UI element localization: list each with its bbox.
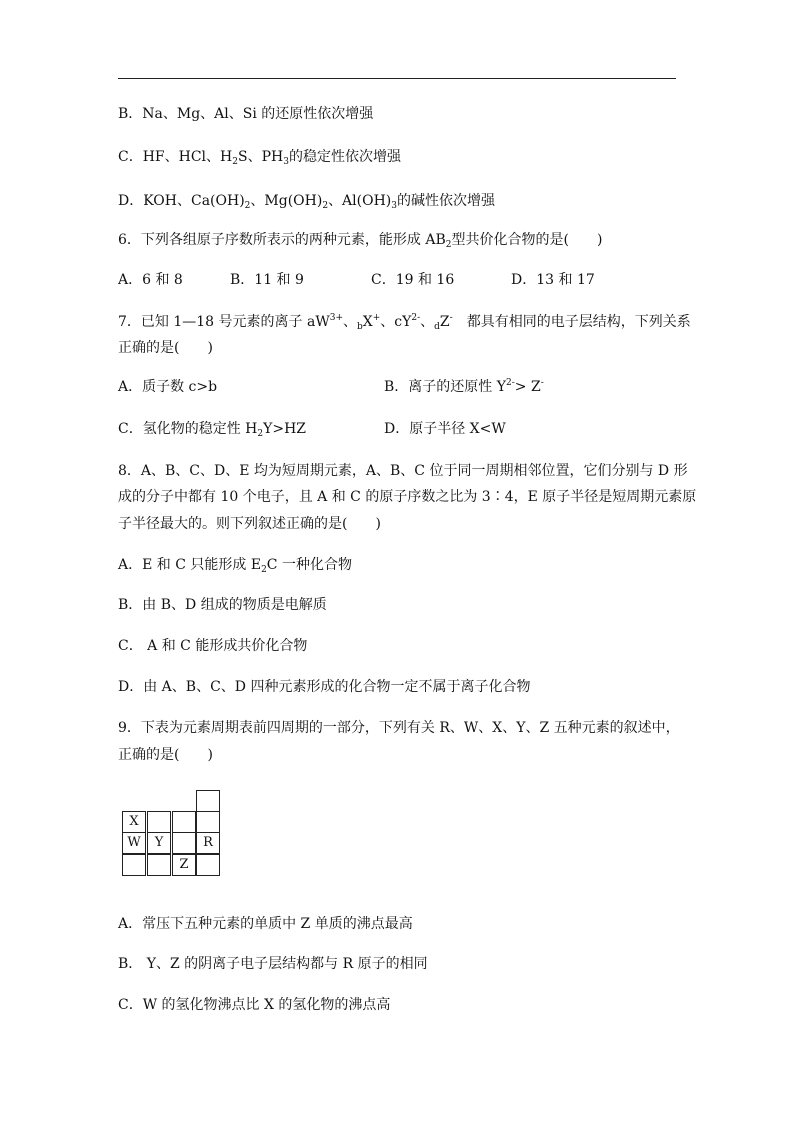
q7-stem-line2: 正确的是( )	[118, 340, 213, 356]
table-cell-empty	[122, 854, 146, 876]
q6-stem: 6．下列各组原子序数所表示的两种元素，能形成 $AB_2$型共价化合物的是( )	[118, 232, 603, 250]
q5-option-b: B．Na、Mg、Al、Si 的还原性依次增强	[118, 106, 374, 122]
q8-option-b: B．由 B、D 组成的物质是电解质	[118, 597, 327, 613]
table-cell-empty	[172, 811, 196, 833]
q8-option-a: A．E 和 C 只能形成 $E_2C$ 一种化合物	[118, 557, 352, 575]
q8-option-d: D．由 A、B、C、D 四种元素形成的化合物一定不属于离子化合物	[118, 679, 531, 695]
table-cell-x: X	[122, 811, 146, 833]
q6-option-b: B．11 和 9	[230, 272, 304, 288]
q8-stem-line3: 子半径最大的。则下列叙述正确的是( )	[118, 516, 381, 532]
table-cell-w: W	[122, 832, 146, 854]
q6-option-d: D．13 和 17	[511, 272, 595, 288]
table-cell-empty	[172, 832, 196, 854]
q6-option-c: C．19 和 16	[371, 272, 455, 288]
table-cell-empty	[147, 854, 171, 876]
table-cell-empty	[196, 811, 220, 833]
table-cell-r: R	[196, 832, 220, 854]
table-cell-empty	[196, 790, 220, 812]
q9-option-a: A．常压下五种元素的单质中 Z 单质的沸点最高	[118, 916, 413, 932]
q8-stem-line1: 8．A、B、C、D、E 均为短周期元素，A、B、C 位于同一周期相邻位置，它们分别与 D 形	[118, 463, 688, 479]
q9-stem-line1: 9．下表为元素周期表前四周期的一部分，下列有关 R、W、X、Y、Z 五种元素的叙述中，	[118, 720, 680, 736]
table-cell-z: Z	[172, 854, 196, 876]
q9-option-c: C．W 的氢化物沸点比 X 的氢化物的沸点高	[118, 997, 391, 1013]
header-rule	[118, 78, 676, 79]
q7-stem-line1: 7．已知 1—18 号元素的离子 $aW^{3+}$、$_b$X+、$cY^{2-}$、$_d$Z- 都具有相同的电子层结构，下列关系	[118, 313, 691, 332]
table-cell-empty	[147, 811, 171, 833]
table-cell-y: Y	[147, 832, 171, 854]
q5-option-d: D．KOH、$Ca(OH)_2$、$Mg(OH)_2$、$Al(OH)_3$的碱性依次增强	[118, 193, 495, 211]
table-cell-empty	[196, 854, 220, 876]
q7-option-d: D．原子半径 X<W	[384, 421, 506, 437]
q7-option-b: B．离子的还原性 $Y^{2-}> Z^-$	[384, 378, 544, 395]
q7-option-a: A．质子数 c>b	[118, 379, 218, 395]
q7-option-c: C．氢化物的稳定性 $H_2Y>HZ$	[118, 421, 307, 439]
q9-stem-line2: 正确的是( )	[118, 747, 213, 763]
q5-option-c: C．HF、HCl、$H_2S$、$PH_3$的稳定性依次增强	[118, 149, 401, 167]
q6-option-a: A．6 和 8	[118, 272, 183, 288]
q8-stem-line2: 成的分子中都有 10 个电子，且 A 和 C 的原子序数之比为 3∶4，E 原子半径是短周期元素原	[118, 489, 697, 505]
q9-option-b: B． Y、Z 的阴离子电子层结构都与 R 原子的相同	[118, 956, 428, 972]
q8-option-c: C． A 和 C 能形成共价化合物	[118, 638, 308, 654]
